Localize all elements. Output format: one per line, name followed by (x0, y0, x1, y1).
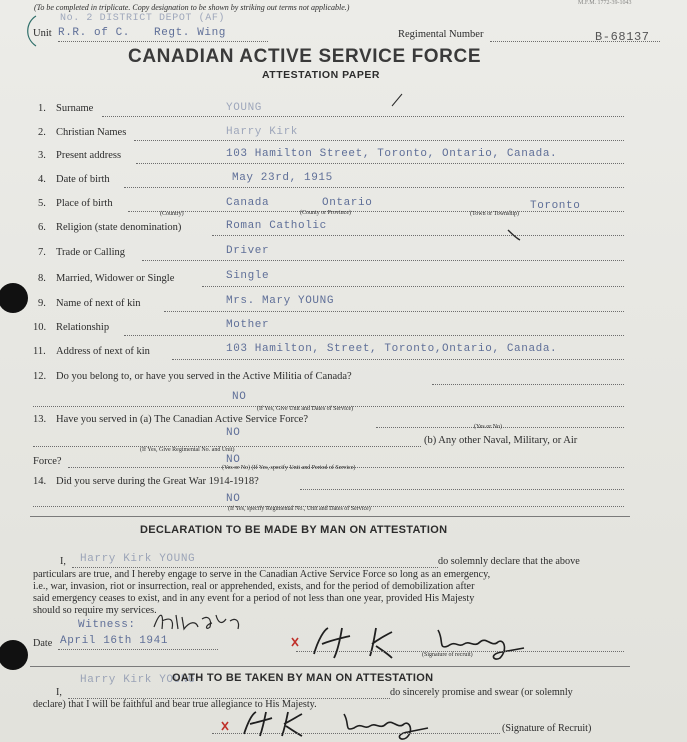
field-value-marital-status: Single (226, 270, 270, 282)
question-13-answer: NO (226, 427, 241, 439)
field-label-christian-names: Christian Names (56, 127, 127, 138)
field-value-religion: Roman Catholic (226, 220, 327, 232)
declaration-signature (288, 624, 528, 664)
punch-hole-top (0, 283, 28, 313)
question-number: 14. (33, 476, 47, 487)
oath-name-typed: Harry Kirk YOUNG (80, 674, 196, 686)
field-label-next-of-kin: Name of next of kin (56, 298, 141, 309)
date-label: Date (33, 638, 53, 649)
declaration-heading: DECLARATION TO BE MADE BY MAN ON ATTESTATION (140, 524, 448, 536)
caption-country: (Country) (160, 211, 184, 217)
question-13-caption-b: (Yes or No) (If Yes, specify Unit and Period of Service) (222, 465, 356, 471)
form-code: M.F.M. 1772-39-1043 (578, 0, 632, 6)
pen-mark (390, 92, 406, 108)
form-title: CANADIAN ACTIVE SERVICE FORCE (128, 46, 482, 67)
field-label-marital-status: Married, Widower or Single (56, 273, 175, 284)
oath-signature-caption: (Signature of Recruit) (502, 723, 592, 734)
declaration-date: April 16th 1941 (60, 635, 169, 647)
pen-mark (506, 228, 522, 242)
oath-line1: do sincerely promise and swear (or solemnly (390, 687, 573, 698)
field-number: 5. (38, 198, 46, 209)
field-label-next-of-kin-address: Address of next of kin (56, 346, 150, 357)
declaration-line3: i.e., war, invasion, riot or insurrection, real or apprehended, exists, and for the period of demobilization after (33, 581, 475, 592)
field-value-birth-country: Canada (226, 197, 270, 209)
field-value-birth-town: Toronto (530, 200, 581, 212)
field-label-religion: Religion (state denomination) (56, 222, 182, 233)
witness-label: Witness: (78, 619, 136, 631)
field-number: 2. (38, 127, 46, 138)
field-number: 3. (38, 150, 46, 161)
question-13-force-label: Force? (33, 456, 62, 467)
field-number: 4. (38, 174, 46, 185)
oath-heading: OATH TO BE TAKEN BY MAN ON ATTESTATION (172, 672, 434, 684)
field-label-relationship: Relationship (56, 322, 110, 333)
field-value-present-address: 103 Hamilton Street, Toronto, Ontario, Canada. (226, 148, 558, 160)
field-value-christian-names: Harry Kirk (226, 126, 299, 138)
question-14-caption: (If Yes, specify Regimental No., Unit and Dates of Service) (228, 506, 371, 512)
field-number: 8. (38, 273, 46, 284)
declaration-line2: particulars are true, and I hereby engage to serve in the Canadian Active Service Force so long as an emergency, (33, 569, 491, 580)
field-number: 1. (38, 103, 46, 114)
question-13-part-b: (b) Any other Naval, Military, or Air (424, 435, 578, 446)
question-13-yes-no: (Yes or No) (474, 424, 503, 430)
form-instruction: (To be completed in triplicate. Copy designation to be shown by striking out terms not applicable.) (34, 3, 350, 12)
oath-i: I, (56, 687, 62, 698)
question-13-text: Have you served in (a) The Canadian Active Service Force? (56, 414, 308, 425)
regt-wing: Regt. Wing (154, 27, 227, 39)
unit-label: Unit (33, 28, 52, 39)
field-label-trade: Trade or Calling (56, 247, 126, 258)
question-13-answer-b: NO (226, 454, 241, 466)
field-number: 7. (38, 247, 46, 258)
oath-line2: declare) that I will be faithful and bear true allegiance to His Majesty. (33, 699, 317, 710)
question-13-caption-a: (If Yes, Give Regimental No. and Unit) (140, 447, 235, 453)
declaration-i: I, (60, 556, 66, 567)
question-12-answer: NO (232, 391, 247, 403)
field-value-next-of-kin-address: 103 Hamilton, Street, Toronto,Ontario, Canada. (226, 343, 558, 355)
question-12-text: Do you belong to, or have you served in the Active Militia of Canada? (56, 371, 352, 382)
field-number: 9. (38, 298, 46, 309)
punch-hole-bottom (0, 640, 28, 670)
field-value-relationship: Mother (226, 319, 270, 331)
field-number: 11. (33, 346, 46, 357)
field-label-surname: Surname (56, 103, 94, 114)
depot-stamp: No. 2 DISTRICT DEPOT (AF) (60, 13, 226, 24)
unit-value: R.R. of C. (58, 27, 131, 39)
field-number: 10. (33, 322, 47, 333)
field-label-place-of-birth: Place of birth (56, 198, 113, 209)
field-number: 6. (38, 222, 46, 233)
caption-town: (Town or Township) (470, 211, 520, 217)
question-14-answer: NO (226, 493, 241, 505)
question-number: 13. (33, 414, 47, 425)
field-value-next-of-kin: Mrs. Mary YOUNG (226, 295, 335, 307)
field-label-present-address: Present address (56, 150, 122, 161)
field-value-date-of-birth: May 23rd, 1915 (232, 172, 333, 184)
regimental-number: B-68137 (595, 30, 650, 44)
oath-signature (218, 706, 438, 742)
declaration-name: Harry Kirk YOUNG (80, 553, 196, 565)
declaration-line4: said emergency ceases to exist, and in any event for a period of not less than one year, provided His Majesty (33, 593, 475, 604)
declaration-line1: do solemnly declare that the above (438, 556, 580, 567)
pen-mark (22, 14, 46, 48)
caption-county: (County or Province) (300, 210, 351, 216)
question-12-caption: (If Yes, Give Unit and Dates of Service) (257, 406, 354, 412)
question-14-text: Did you serve during the Great War 1914-1918? (56, 476, 259, 487)
field-value-trade: Driver (226, 245, 270, 257)
field-value-surname: YOUNG (226, 102, 263, 114)
question-number: 12. (33, 371, 47, 382)
field-label-date-of-birth: Date of birth (56, 174, 110, 185)
form-subtitle: ATTESTATION PAPER (262, 69, 380, 81)
declaration-line5: should so require my services. (33, 605, 157, 616)
regimental-number-label: Regimental Number (398, 29, 484, 40)
declaration-signature-caption: (Signature of recruit) (422, 652, 473, 658)
field-value-birth-province: Ontario (322, 197, 373, 209)
witness-signature (150, 607, 255, 635)
